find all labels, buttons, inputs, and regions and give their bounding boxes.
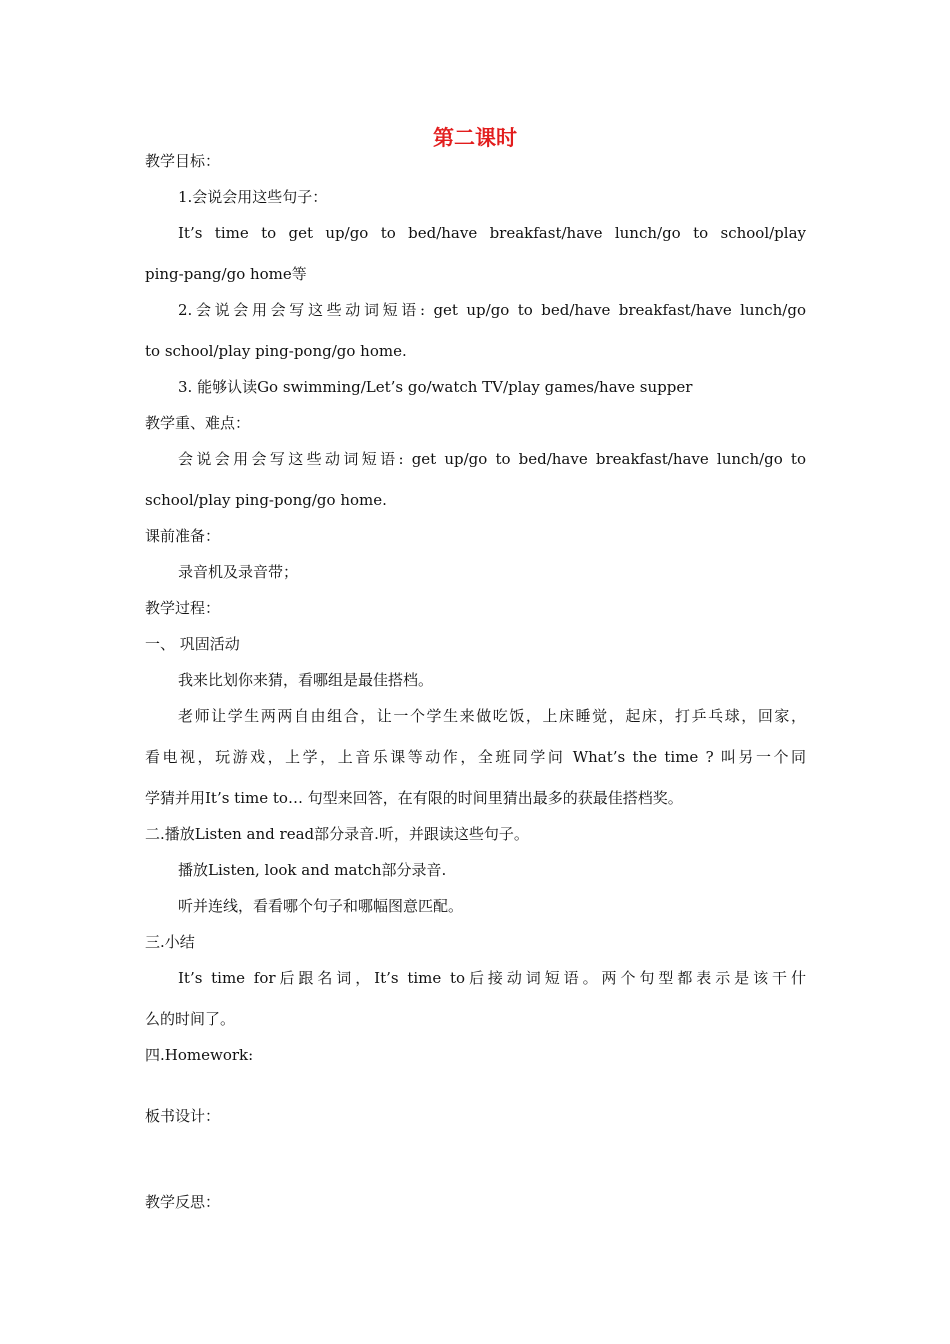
step-2-heading: 二.播放Listen and read部分录音.听，并跟读这些句子。 <box>145 825 529 843</box>
step-1-description: 老师让学生两两自由组合，让一个学生来做吃饭，上床睡觉，起床，打乒乓球，回家， <box>178 707 806 725</box>
process-heading: 教学过程： <box>145 599 221 617</box>
step-2-line-2: 听并连线，看看哪个句子和哪幅图意匹配。 <box>178 897 464 915</box>
step-2-line-1: 播放Listen, look and match部分录音. <box>178 861 447 879</box>
step-1-description-end: 学猜并用It’s time to… 句型来回答，在有限的时间里猜出最多的获最佳搭档奖。 <box>145 789 683 807</box>
objective-2: 2.会说会用会写这些动词短语: get up/go to bed/have breakfast/have lunch/go <box>178 301 806 319</box>
board-design-heading: 板书设计： <box>145 1107 221 1125</box>
step-3-summary-cont: 么的时间了。 <box>145 1010 236 1028</box>
page-title: 第二课时 <box>433 126 517 150</box>
objective-1-sentences: It’s time to get up/go to bed/have breakfast/have lunch/go to school/play <box>178 224 806 242</box>
preparation-heading: 课前准备： <box>145 527 221 545</box>
step-3-summary: It’s time for后跟名词，It’s time to后接动词短语。两个句型都表示是该干什 <box>178 969 806 987</box>
objective-3: 3. 能够认读Go swimming/Let’s go/watch TV/play games/have supper <box>178 378 693 396</box>
key-points-text: 会说会用会写这些动词短语: get up/go to bed/have breakfast/have lunch/go to <box>178 450 806 468</box>
step-3-heading: 三.小结 <box>145 933 195 951</box>
preparation-text: 录音机及录音带； <box>178 563 299 581</box>
objective-1: 1.会说会用这些句子： <box>178 188 328 206</box>
step-4-heading: 四.Homework: <box>145 1046 254 1064</box>
reflection-heading: 教学反思： <box>145 1193 221 1211</box>
objectives-heading: 教学目标： <box>145 152 221 170</box>
step-1-description-cont: 看电视，玩游戏，上学，上音乐课等动作，全班同学问 What’s the time ? 叫另一个同 <box>145 748 806 766</box>
key-points-text-cont: school/play ping-pong/go home. <box>145 491 387 509</box>
step-1-heading: 一、 巩固活动 <box>145 635 240 653</box>
step-1-activity: 我来比划你来猜，看哪组是最佳搭档。 <box>178 671 434 689</box>
objective-2-cont: to school/play ping-pong/go home. <box>145 342 407 360</box>
objective-1-sentences-cont: ping-pang/go home等 <box>145 265 307 283</box>
key-points-heading: 教学重、难点： <box>145 414 251 432</box>
